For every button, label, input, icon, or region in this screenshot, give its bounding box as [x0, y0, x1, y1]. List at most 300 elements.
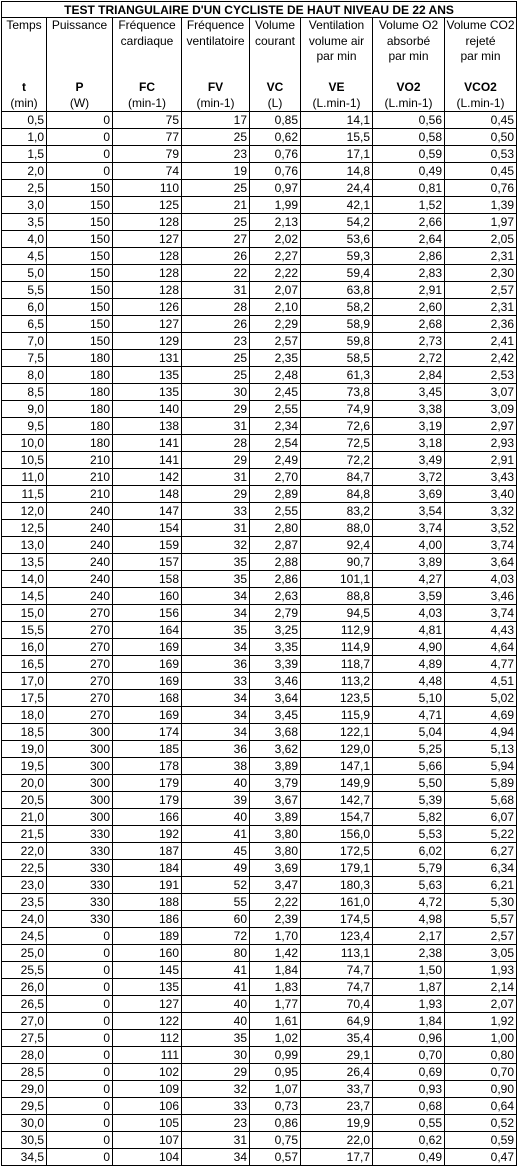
table-cell: 2,66 [373, 214, 445, 231]
table-cell: 210 [47, 469, 113, 486]
table-title: TEST TRIANGULAIRE D'UN CYCLISTE DE HAUT NIVEAU DE 22 ANS [2, 2, 517, 18]
table-row [2, 826, 517, 843]
table-cell: 2,63 [250, 588, 301, 605]
header-symbol: VCO2 [464, 80, 497, 94]
table-cell: 3,47 [250, 877, 301, 894]
table-cell: 0,45 [445, 163, 517, 180]
table-cell: 131 [113, 350, 182, 367]
table-cell: 0,64 [445, 1098, 517, 1115]
table-cell: 72,2 [301, 452, 373, 469]
table-cell: 3,45 [250, 707, 301, 724]
table-cell: 115,9 [301, 707, 373, 724]
table-cell: 149,9 [301, 775, 373, 792]
table-cell: 150 [47, 282, 113, 299]
table-row [2, 1064, 517, 1081]
table-cell: 29 [182, 452, 250, 469]
table-cell: 166 [113, 809, 182, 826]
header-symbol: VO2 [396, 80, 421, 94]
table-cell: 0,76 [250, 146, 301, 163]
table-cell: 5,94 [445, 758, 517, 775]
table-cell: 24,4 [301, 180, 373, 197]
table-cell: 31 [182, 282, 250, 299]
table-cell: 330 [47, 877, 113, 894]
table-cell: 2,55 [250, 503, 301, 520]
table-cell: 60 [182, 911, 250, 928]
table-cell: 156,0 [301, 826, 373, 843]
table-cell: 0,49 [373, 163, 445, 180]
table-cell: 34 [182, 724, 250, 741]
table-cell: 240 [47, 554, 113, 571]
table-cell: 3,25 [250, 622, 301, 639]
table-cell: 12,0 [2, 503, 47, 520]
table-cell: 2,41 [445, 333, 517, 350]
table-cell: 113,2 [301, 673, 373, 690]
table-cell: 83,2 [301, 503, 373, 520]
table-cell: 330 [47, 826, 113, 843]
table-cell: 4,27 [373, 571, 445, 588]
table-row [2, 928, 517, 945]
table-cell: 185 [113, 741, 182, 758]
table-cell: 35 [182, 1030, 250, 1047]
table-row [2, 180, 517, 197]
table-cell: 150 [47, 316, 113, 333]
table-cell: 22,0 [301, 1132, 373, 1149]
table-row [2, 775, 517, 792]
table-cell: 145 [113, 962, 182, 979]
table-row [2, 588, 517, 605]
table-cell: 5,53 [373, 826, 445, 843]
table-cell: 29,1 [301, 1047, 373, 1064]
table-cell: 0,62 [250, 129, 301, 146]
table-cell: 9,5 [2, 418, 47, 435]
table-cell: 26 [182, 248, 250, 265]
table-cell: 35,4 [301, 1030, 373, 1047]
table-cell: 2,29 [250, 316, 301, 333]
table-row [2, 911, 517, 928]
table-row [2, 877, 517, 894]
table-cell: 25,0 [2, 945, 47, 962]
table-cell: 2,14 [445, 979, 517, 996]
table-cell: 6,27 [445, 843, 517, 860]
table-row [2, 622, 517, 639]
table-cell: 26,5 [2, 996, 47, 1013]
table-cell: 2,79 [250, 605, 301, 622]
table-cell: 29,0 [2, 1081, 47, 1098]
table-cell: 3,19 [373, 418, 445, 435]
table-cell: 128 [113, 248, 182, 265]
table-cell: 188 [113, 894, 182, 911]
header-label-line: cardiaque [120, 33, 174, 48]
table-cell: 125 [113, 197, 182, 214]
table-cell: 164 [113, 622, 182, 639]
table-cell: 34 [182, 639, 250, 656]
table-cell: 0,75 [250, 1132, 301, 1149]
table-cell: 34 [182, 707, 250, 724]
table-cell: 169 [113, 639, 182, 656]
table-cell: 2,27 [250, 248, 301, 265]
table-cell: 122 [113, 1013, 182, 1030]
table-cell: 150 [47, 248, 113, 265]
table-cell: 4,72 [373, 894, 445, 911]
table-cell: 2,02 [250, 231, 301, 248]
table-cell: 2,10 [250, 299, 301, 316]
table-cell: 2,86 [373, 248, 445, 265]
table-row [2, 571, 517, 588]
table-cell: 40 [182, 809, 250, 826]
header-label-line: Fréquence [118, 18, 176, 32]
header-label-line: Fréquence [186, 18, 245, 32]
table-cell: 3,35 [250, 639, 301, 656]
table-cell: 150 [47, 197, 113, 214]
table-cell: 4,90 [373, 639, 445, 656]
table-cell: 6,21 [445, 877, 517, 894]
table-cell: 300 [47, 809, 113, 826]
header-symbol: FC [139, 80, 155, 94]
table-cell: 184 [113, 860, 182, 877]
table-cell: 0,86 [250, 1115, 301, 1132]
table-cell: 2,91 [445, 452, 517, 469]
table-cell: 31 [182, 1132, 250, 1149]
table-cell: 41 [182, 979, 250, 996]
header-label-line: Volume CO2 [446, 18, 515, 32]
table-cell: 0,73 [250, 1098, 301, 1115]
table-cell: 156 [113, 605, 182, 622]
table-cell: 135 [113, 979, 182, 996]
table-row [2, 809, 517, 826]
header-label-line [182, 49, 249, 65]
table-row [2, 1081, 517, 1098]
table-cell: 45 [182, 843, 250, 860]
table-cell: 118,7 [301, 656, 373, 673]
table-row [2, 537, 517, 554]
header-unit: (W) [69, 95, 90, 110]
table-cell: 58,2 [301, 299, 373, 316]
table-cell: 40 [182, 996, 250, 1013]
table-cell: 29 [182, 1064, 250, 1081]
table-cell: 160 [113, 945, 182, 962]
table-cell: 3,69 [373, 486, 445, 503]
table-cell: 3,46 [250, 673, 301, 690]
table-cell: 150 [47, 214, 113, 231]
table-cell: 180 [47, 418, 113, 435]
table-cell: 172,5 [301, 843, 373, 860]
table-row [2, 248, 517, 265]
header-label-line [250, 49, 300, 65]
table-cell: 300 [47, 758, 113, 775]
header-symbol: FV [207, 80, 224, 94]
table-cell: 33 [182, 1098, 250, 1115]
table-cell: 0 [47, 1098, 113, 1115]
table-cell: 3,46 [445, 588, 517, 605]
table-cell: 17,0 [2, 673, 47, 690]
table-cell: 3,40 [445, 486, 517, 503]
table-cell: 1,52 [373, 197, 445, 214]
table-cell: 114,9 [301, 639, 373, 656]
table-cell: 0 [47, 112, 113, 129]
table-cell: 300 [47, 724, 113, 741]
table-cell: 270 [47, 605, 113, 622]
table-cell: 2,73 [373, 333, 445, 350]
table-cell: 34 [182, 690, 250, 707]
table-row [2, 1132, 517, 1149]
table-cell: 41 [182, 962, 250, 979]
table-cell: 29,5 [2, 1098, 47, 1115]
table-cell: 270 [47, 639, 113, 656]
table-cell: 0 [47, 163, 113, 180]
table-cell: 28,0 [2, 1047, 47, 1064]
table-cell: 2,48 [250, 367, 301, 384]
table-cell: 8,0 [2, 367, 47, 384]
table-cell: 70,4 [301, 996, 373, 1013]
table-row [2, 673, 517, 690]
table-cell: 6,07 [445, 809, 517, 826]
table-cell: 13,0 [2, 537, 47, 554]
table-cell: 1,97 [445, 214, 517, 231]
table-cell: 1,50 [373, 962, 445, 979]
table-row [2, 962, 517, 979]
header-symbol: VC [266, 80, 284, 94]
table-cell: 187 [113, 843, 182, 860]
table-cell: 30,5 [2, 1132, 47, 1149]
table-cell: 0,95 [250, 1064, 301, 1081]
table-cell: 55 [182, 894, 250, 911]
table-cell: 270 [47, 622, 113, 639]
table-cell: 5,25 [373, 741, 445, 758]
table-cell: 3,74 [373, 520, 445, 537]
table-cell: 19,9 [301, 1115, 373, 1132]
table-cell: 110 [113, 180, 182, 197]
table-cell: 4,48 [373, 673, 445, 690]
table-cell: 330 [47, 894, 113, 911]
table-cell: 26 [182, 316, 250, 333]
data-table [1, 1, 517, 1166]
table-row [2, 758, 517, 775]
table-cell: 12,5 [2, 520, 47, 537]
table-cell: 2,97 [445, 418, 517, 435]
table-cell: 23 [182, 1115, 250, 1132]
table-cell: 0,62 [373, 1132, 445, 1149]
header-label-line [47, 34, 112, 50]
table-row [2, 265, 517, 282]
header-label-line [2, 34, 46, 50]
table-cell: 5,82 [373, 809, 445, 826]
table-cell: 5,10 [373, 690, 445, 707]
table-cell: 4,0 [2, 231, 47, 248]
table-cell: 24,5 [2, 928, 47, 945]
header-label-line: Temps [6, 18, 42, 32]
table-cell: 2,05 [445, 231, 517, 248]
table-cell: 6,0 [2, 299, 47, 316]
table-cell: 59,3 [301, 248, 373, 265]
table-cell: 3,0 [2, 197, 47, 214]
table-cell: 2,39 [250, 911, 301, 928]
table-cell: 154 [113, 520, 182, 537]
table-cell: 28 [182, 299, 250, 316]
table-cell: 180 [47, 435, 113, 452]
table-cell: 0,56 [373, 112, 445, 129]
table-cell: 180 [47, 350, 113, 367]
column-header [47, 18, 113, 112]
header-unit: (L.min-1) [384, 95, 433, 110]
table-cell: 16,0 [2, 639, 47, 656]
table-cell: 5,04 [373, 724, 445, 741]
table-cell: 106 [113, 1098, 182, 1115]
table-cell: 3,69 [250, 860, 301, 877]
table-cell: 25 [182, 214, 250, 231]
header-label-line [2, 65, 46, 81]
table-cell: 3,18 [373, 435, 445, 452]
table-cell: 0 [47, 1081, 113, 1098]
table-cell: 5,57 [445, 911, 517, 928]
table-row [2, 945, 517, 962]
table-cell: 2,57 [250, 333, 301, 350]
table-cell: 54,2 [301, 214, 373, 231]
table-row [2, 1013, 517, 1030]
table-row [2, 435, 517, 452]
table-cell: 0,49 [373, 1149, 445, 1166]
table-cell: 300 [47, 775, 113, 792]
table-row [2, 724, 517, 741]
table-cell: 35 [182, 554, 250, 571]
header-label-line: Ventilation [308, 18, 365, 32]
table-cell: 2,45 [250, 384, 301, 401]
header-label-line: volume air [308, 33, 365, 48]
table-cell: 330 [47, 911, 113, 928]
table-cell: 1,42 [250, 945, 301, 962]
table-cell: 2,91 [373, 282, 445, 299]
table-cell: 38 [182, 758, 250, 775]
column-header [113, 18, 182, 112]
table-cell: 14,5 [2, 588, 47, 605]
table-cell: 157 [113, 554, 182, 571]
column-header [2, 18, 47, 112]
table-cell: 2,64 [373, 231, 445, 248]
table-cell: 34 [182, 605, 250, 622]
table-cell: 22,5 [2, 860, 47, 877]
table-cell: 1,93 [445, 962, 517, 979]
table-cell: 3,5 [2, 214, 47, 231]
table-cell: 270 [47, 656, 113, 673]
table-cell: 300 [47, 741, 113, 758]
table-cell: 84,7 [301, 469, 373, 486]
table-cell: 10,5 [2, 452, 47, 469]
table-cell: 59,4 [301, 265, 373, 282]
table-cell: 1,07 [250, 1081, 301, 1098]
table-cell: 6,5 [2, 316, 47, 333]
table-cell: 30,0 [2, 1115, 47, 1132]
table-cell: 154,7 [301, 809, 373, 826]
table-cell: 3,05 [445, 945, 517, 962]
table-cell: 2,57 [445, 282, 517, 299]
table-cell: 150 [47, 265, 113, 282]
table-cell: 3,39 [250, 656, 301, 673]
table-cell: 3,43 [445, 469, 517, 486]
table-cell: 80 [182, 945, 250, 962]
table-cell: 30 [182, 1047, 250, 1064]
table-cell: 77 [113, 129, 182, 146]
table-cell: 2,89 [250, 486, 301, 503]
table-cell: 0,53 [445, 146, 517, 163]
table-cell: 0,99 [250, 1047, 301, 1064]
table-cell: 0 [47, 979, 113, 996]
table-cell: 17 [182, 112, 250, 129]
table-cell: 40 [182, 1013, 250, 1030]
table-cell: 5,5 [2, 282, 47, 299]
table-row [2, 384, 517, 401]
table-cell: 5,02 [445, 690, 517, 707]
table-cell: 25 [182, 129, 250, 146]
table-cell: 169 [113, 656, 182, 673]
table-cell: 23 [182, 333, 250, 350]
table-cell: 0,76 [445, 180, 517, 197]
header-symbol: t [22, 80, 26, 94]
table-cell: 24,0 [2, 911, 47, 928]
table-cell: 240 [47, 503, 113, 520]
table-cell: 33,7 [301, 1081, 373, 1098]
table-cell: 2,57 [445, 928, 517, 945]
table-cell: 3,52 [445, 520, 517, 537]
table-cell: 11,5 [2, 486, 47, 503]
table-cell: 159 [113, 537, 182, 554]
table-cell: 1,00 [445, 1030, 517, 1047]
table-cell: 4,98 [373, 911, 445, 928]
table-cell: 0,96 [373, 1030, 445, 1047]
column-header [182, 18, 250, 112]
table-cell: 2,87 [250, 537, 301, 554]
table-row [2, 554, 517, 571]
table-cell: 39 [182, 792, 250, 809]
table-row [2, 503, 517, 520]
table-cell: 3,72 [373, 469, 445, 486]
table-row [2, 452, 517, 469]
table-cell: 174 [113, 724, 182, 741]
table-row [2, 860, 517, 877]
table-cell: 3,07 [445, 384, 517, 401]
table-cell: 2,93 [445, 435, 517, 452]
table-cell: 107 [113, 1132, 182, 1149]
table-cell: 5,22 [445, 826, 517, 843]
table-cell: 15,5 [301, 129, 373, 146]
table-cell: 79 [113, 146, 182, 163]
table-row [2, 469, 517, 486]
table-cell: 0,69 [373, 1064, 445, 1081]
table-cell: 140 [113, 401, 182, 418]
table-row [2, 486, 517, 503]
table-row [2, 656, 517, 673]
column-header [301, 18, 373, 112]
table-cell: 17,7 [301, 1149, 373, 1166]
table-cell: 92,4 [301, 537, 373, 554]
table-cell: 40 [182, 775, 250, 792]
table-cell: 5,50 [373, 775, 445, 792]
table-cell: 0,76 [250, 163, 301, 180]
table-cell: 180 [47, 401, 113, 418]
table-cell: 0,90 [445, 1081, 517, 1098]
table-row [2, 639, 517, 656]
table-row [2, 979, 517, 996]
table-cell: 240 [47, 571, 113, 588]
table-cell: 3,49 [373, 452, 445, 469]
table-cell: 26,4 [301, 1064, 373, 1081]
table-cell: 14,0 [2, 571, 47, 588]
table-cell: 73,8 [301, 384, 373, 401]
table-cell: 23 [182, 146, 250, 163]
header-label-line: absorbé [386, 33, 431, 48]
header-label-line: Volume O2 [378, 18, 439, 32]
header-label-line [113, 65, 181, 81]
table-cell: 0,47 [445, 1149, 517, 1166]
table-row [2, 605, 517, 622]
